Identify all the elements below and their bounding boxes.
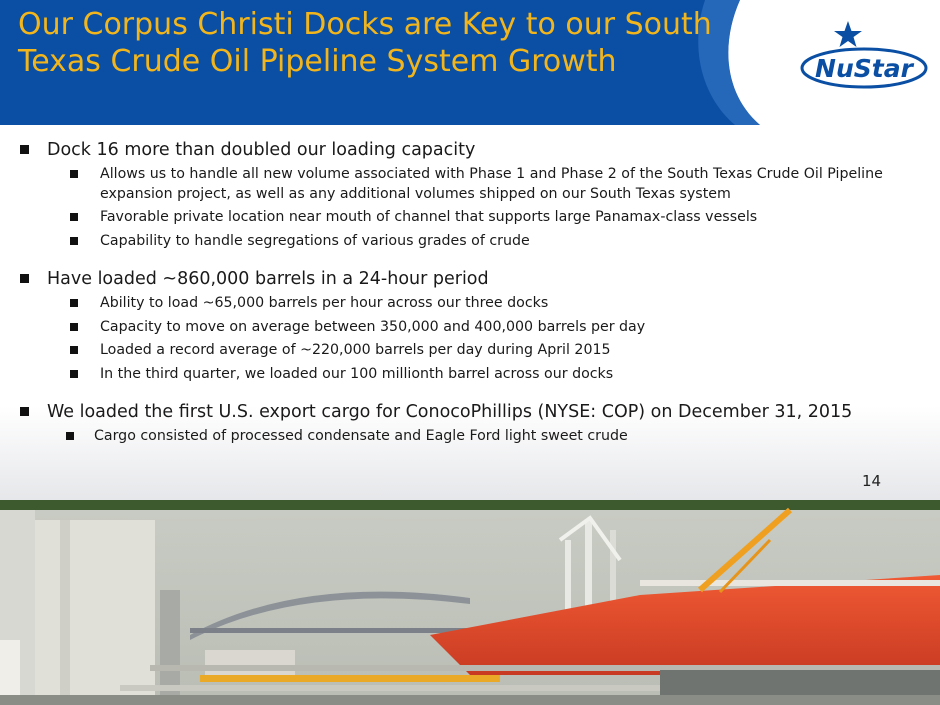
bullet: We loaded the first U.S. export cargo for ConocoPhillips (NYSE: COP) on December 31, 2015 bbox=[0, 400, 940, 424]
bullet: Have loaded ~860,000 barrels in a 24-hour period bbox=[0, 267, 940, 291]
sub-bullet: Capacity to move on average between 350,000 and 400,000 barrels per day bbox=[0, 318, 940, 338]
slide-title: Our Corpus Christi Docks are Key to our South Texas Crude Oil Pipeline System Growth bbox=[18, 7, 712, 79]
bullet-list bbox=[0, 138, 940, 447]
page-number: 14 bbox=[862, 472, 882, 490]
sub-bullet: Loaded a record average of ~220,000 barrels per day during April 2015 bbox=[0, 341, 940, 361]
sub-bullet: Cargo consisted of processed condensate and Eagle Ford light sweet crude bbox=[0, 427, 940, 447]
sub-bullet: Ability to load ~65,000 barrels per hour across our three docks bbox=[0, 294, 940, 314]
sub-bullet: Allows us to handle all new volume associated with Phase 1 and Phase 2 of the South Texas Crude Oil Pipeline expansion project, as well as any additional volumes shipped on our South Texas system bbox=[0, 165, 940, 204]
nustar-logo bbox=[790, 15, 930, 100]
bullet: Dock 16 more than doubled our loading capacity bbox=[0, 138, 940, 162]
sub-bullet: In the third quarter, we loaded our 100 millionth barrel across our docks bbox=[0, 365, 940, 385]
header-banner bbox=[0, 0, 940, 125]
dock-tanker-photo bbox=[0, 500, 940, 705]
logo-text: NuStar bbox=[815, 54, 913, 83]
sub-bullet: Capability to handle segregations of various grades of crude bbox=[0, 232, 940, 252]
sub-bullet: Favorable private location near mouth of channel that supports large Panamax-class vessels bbox=[0, 208, 940, 228]
